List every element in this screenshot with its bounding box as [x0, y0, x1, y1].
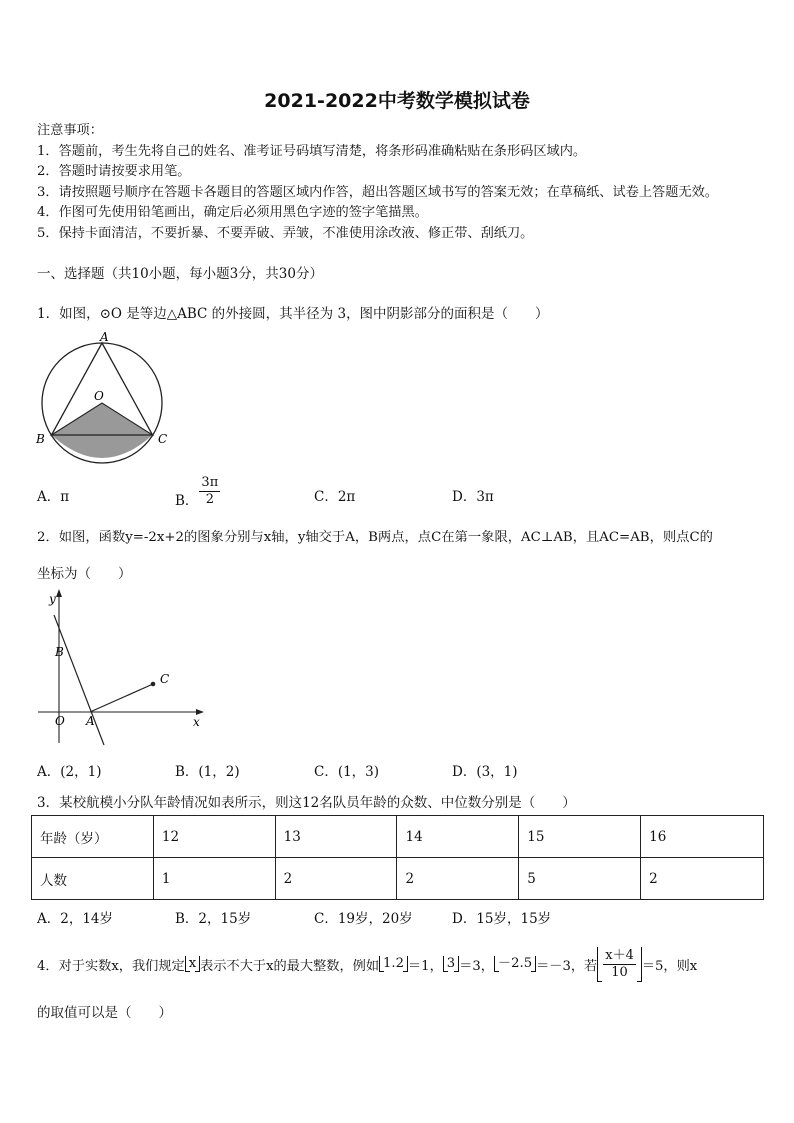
label-b: B [55, 645, 64, 659]
q3-options [0, 907, 794, 927]
label-y: y [49, 592, 56, 606]
q1-option-b-prefix: B． [175, 493, 199, 509]
q1-figure [30, 325, 180, 473]
note-item: 4．作图可先使用铅笔画出，确定后必须用黑色字迹的签字笔描黑。 [37, 205, 428, 220]
point-c [151, 682, 156, 687]
y-axis-arrow [56, 589, 62, 597]
q3-option-c[interactable]: C．19岁，20岁 [314, 911, 413, 927]
q4-text-line1 [37, 947, 697, 981]
table-cell: 12 [153, 816, 275, 858]
q2-figure [30, 585, 210, 750]
table-cell: 15 [519, 816, 641, 858]
q2-text-line1: 2．如图，函数y=-2x+2的图象分别与x轴，y轴交于A，B两点，点C在第一象限，AC⊥AB，且AC=AB，则点C的 [37, 530, 713, 545]
q2-option-c[interactable]: C．(1，3) [314, 764, 380, 780]
age-table [31, 815, 764, 900]
q4-part: ＝5，则x [641, 958, 698, 974]
q2-option-d[interactable]: D．(3，1) [452, 764, 518, 780]
q3-option-a[interactable]: A．2，14岁 [37, 911, 114, 927]
table-cell: 16 [641, 816, 764, 858]
q1-option-c[interactable]: C．2π [314, 489, 356, 505]
label-a: A [100, 330, 109, 344]
table-row [32, 858, 764, 900]
q4-text-line2: 的取值可以是（ ） [37, 1005, 172, 1021]
q2-text-line2: 坐标为（ ） [37, 566, 132, 582]
q1-option-b-den: 2 [205, 492, 214, 507]
q4-frac-num: x＋4 [605, 947, 634, 963]
floor-bracket: －2.5 [494, 956, 536, 972]
q2-options [0, 760, 794, 780]
table-cell: 2 [275, 858, 397, 900]
q1-options [0, 475, 794, 515]
q2-option-b[interactable]: B．(1，2) [175, 764, 240, 780]
q1-text: 1．如图，⊙O 是等边△ABC 的外接圆，其半径为 3，图中阴影部分的面积是（ ） [37, 306, 549, 322]
q1-option-b-num: 3π [201, 475, 219, 490]
q1-option-d[interactable]: D．3π [452, 489, 494, 505]
table-cell: 13 [275, 816, 397, 858]
q1-option-b-fraction [199, 475, 220, 508]
q4-part: 4．对于实数x，我们规定 [37, 958, 185, 974]
q4-part: 表示不大于x的最大整数，例如 [200, 958, 380, 974]
table-cell: 14 [397, 816, 519, 858]
q4-part: ＝－3，若 [536, 958, 598, 974]
floor-bracket-fraction [597, 947, 642, 982]
notes-heading: 注意事项： [37, 123, 103, 138]
q4-fraction [603, 948, 636, 981]
label-o: O [55, 714, 65, 728]
q4-part: ＝1， [408, 958, 443, 974]
table-row [32, 816, 764, 858]
floor-bracket: 3 [443, 956, 459, 972]
floor-bracket: x [185, 956, 200, 972]
q1-option-a[interactable]: A．π [37, 489, 70, 505]
label-c: C [160, 672, 170, 686]
note-item: 3．请按照题号顺序在答题卡各题目的答题区域内作答，超出答题区域书写的答案无效；在草稿纸、试卷上答题无效。 [37, 184, 718, 200]
segment-shade [52, 435, 153, 458]
table-cell: 5 [519, 858, 641, 900]
label-o: O [94, 389, 104, 403]
section-heading: 一、选择题（共10小题，每小题3分，共30分） [37, 266, 323, 282]
q1-option-b[interactable] [175, 475, 221, 508]
table-cell: 人数 [32, 858, 154, 900]
table-cell: 1 [153, 858, 275, 900]
label-c: C [158, 432, 168, 446]
floor-bracket: 1.2 [379, 956, 408, 972]
label-b: B [36, 432, 45, 446]
q3-option-b[interactable]: B．2，15岁 [175, 911, 252, 927]
table-cell: 年龄（岁） [32, 816, 154, 858]
q3-text: 3．某校航模小分队年龄情况如表所示，则这12名队员年龄的众数、中位数分别是（ ） [37, 795, 576, 811]
notes-block [37, 121, 718, 244]
q3-option-d[interactable]: D．15岁，15岁 [452, 911, 552, 927]
line-ac [90, 684, 153, 712]
note-item: 1．答题前，考生先将自己的姓名、准考证号码填写清楚，将条形码准确粘贴在条形码区域内。 [37, 143, 587, 159]
table-cell: 2 [397, 858, 519, 900]
note-item: 2．答题时请按要求用笔。 [37, 164, 191, 179]
label-x: x [193, 715, 200, 729]
q4-part: ＝3， [459, 958, 494, 974]
note-item: 5．保持卡面清洁，不要折暴、不要弄破、弄皱，不准使用涂改液、修正带、刮纸刀。 [37, 225, 534, 241]
label-a: A [86, 714, 95, 728]
table-cell: 2 [641, 858, 764, 900]
q2-option-a[interactable]: A．(2，1) [37, 764, 102, 780]
q4-frac-den: 10 [611, 964, 628, 980]
page-title: 2021-2022中考数学模拟试卷 [264, 90, 530, 112]
